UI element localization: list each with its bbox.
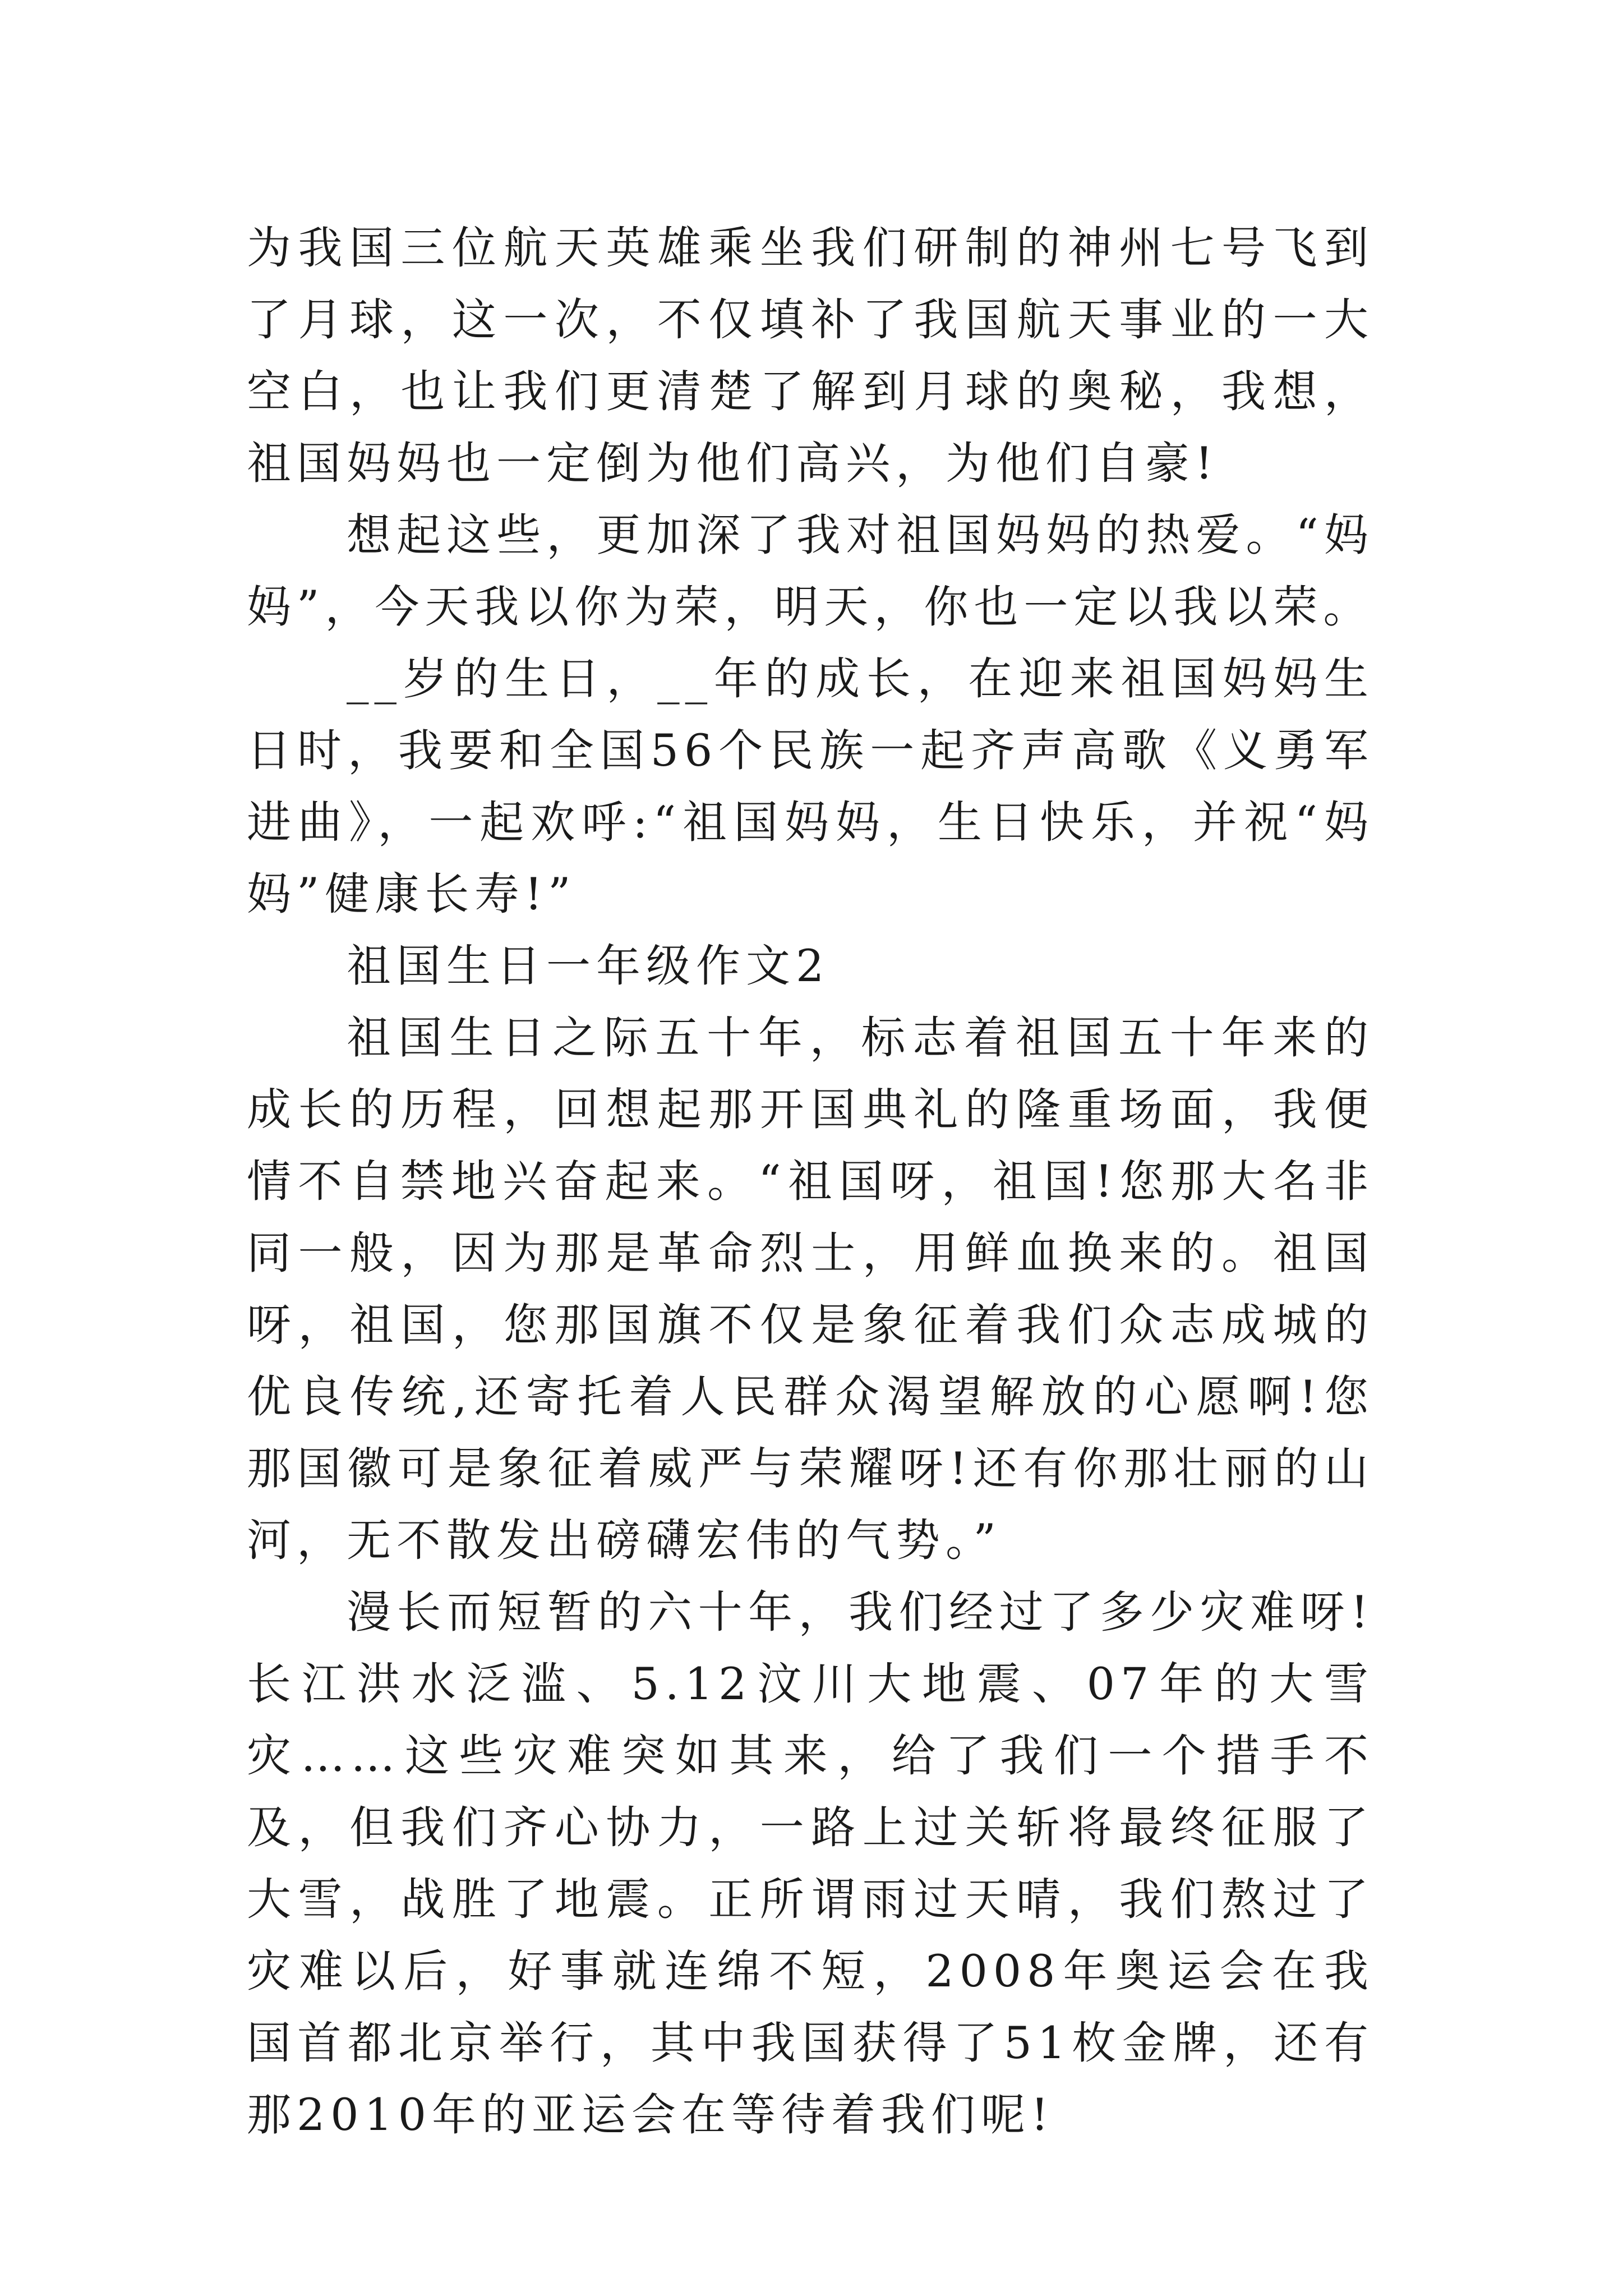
paragraph-1: 为我国三位航天英雄乘坐我们研制的神州七号飞到了月球，这一次，不仅填补了我国航天事业的一大空白，也让我们更清楚了解到月球的奥秘，我想，祖国妈妈也一定倒为他们高兴，为他们自豪! bbox=[247, 222, 1374, 489]
essay-heading: 祖国生日一年级作文2 bbox=[347, 940, 830, 992]
paragraph-3: __岁的生日，__年的成长，在迎来祖国妈妈生日时，我要和全国56个民族一起齐声高歌《义勇军进曲》，一起欢呼:“祖国妈妈，生日快乐，并祝“妈妈”健康长寿!” bbox=[247, 653, 1374, 920]
paragraph-2: 想起这些，更加深了我对祖国妈妈的热爱。“妈妈”，今天我以你为荣，明天，你也一定以我以荣。 bbox=[247, 509, 1374, 633]
paragraph-5: 漫长而短暂的六十年，我们经过了多少灾难呀!长江洪水泛滥、5.12汶川大地震、07年的大雪灾……这些灾难突如其来，给了我们一个措手不及，但我们齐心协力，一路上过关斩将最终征服了大雪，战胜了地震。正所谓雨过天晴，我们熬过了灾难以后，好事就连绵不短，2008年奥运会在我国首都北京举行，其中我国获得了51枚金牌，还有那2010年的亚运会在等待着我们呢! bbox=[247, 1586, 1374, 2141]
document-body bbox=[247, 212, 1374, 2151]
paragraph-4: 祖国生日之际五十年，标志着祖国五十年来的成长的历程，回想起那开国典礼的隆重场面，我便情不自禁地兴奋起来。“祖国呀，祖国!您那大名非同一般，因为那是革命烈士，用鲜血换来的。祖国呀，祖国，您那国旗不仅是象征着我们众志成城的优良传统,还寄托着人民群众渴望解放的心愿啊!您那国徽可是象征着威严与荣耀呀!还有你那壮丽的山河，无不散发出磅礴宏伟的气势。” bbox=[247, 1012, 1374, 1566]
